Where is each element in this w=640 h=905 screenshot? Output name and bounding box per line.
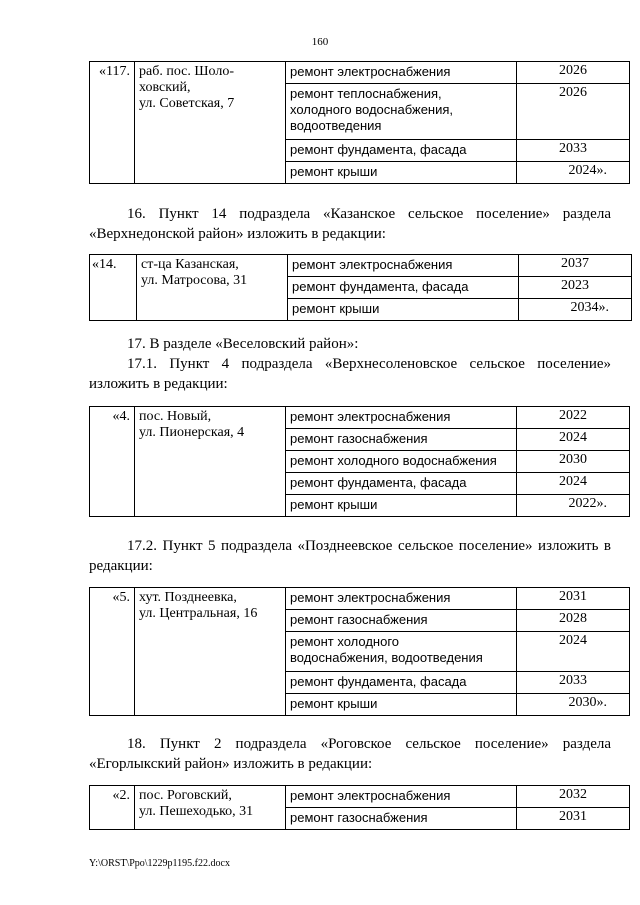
- year-cell: 2024: [517, 632, 630, 672]
- item-number: «2.: [90, 786, 135, 830]
- work-cell: ремонт электроснабжения: [286, 786, 517, 808]
- paragraph-18: 18. Пункт 2 подраздела «Роговское сельское поселение» раздела «Егорлыкский район» изложить в редакции:: [89, 736, 611, 772]
- year-cell: 2037: [519, 255, 632, 277]
- work-cell: ремонт крыши: [286, 162, 517, 184]
- paragraph-16: 16. Пункт 14 подраздела «Казанское сельское поселение» раздела «Верхнедонской район» изложить в редакции:: [89, 206, 611, 242]
- work-cell: ремонт фундамента, фасада: [286, 672, 517, 694]
- item-address: раб. пос. Шоло- ховский, ул. Советская, 7: [135, 62, 286, 184]
- work-cell: ремонт газоснабжения: [286, 429, 517, 451]
- year-cell: 2022: [517, 407, 630, 429]
- year-cell: 2028: [517, 610, 630, 632]
- item-number: «4.: [90, 407, 135, 517]
- year-cell: 2024: [517, 429, 630, 451]
- table-item-5: [89, 587, 630, 716]
- work-cell: ремонт крыши: [286, 694, 517, 716]
- item-number: «117.: [90, 62, 135, 184]
- work-cell: ремонт теплоснабжения, холодного водоснабжения, водоотведения: [286, 84, 517, 140]
- year-cell: 2031: [517, 588, 630, 610]
- paragraph-17-1: 17.1. Пункт 4 подраздела «Верхнесоленовское сельское поселение» изложить в редакции:: [89, 356, 611, 392]
- work-cell: ремонт крыши: [288, 299, 519, 321]
- item-number: «14.: [90, 255, 137, 321]
- item-number: «5.: [90, 588, 135, 716]
- year-cell: 2033: [517, 672, 630, 694]
- paragraph-17: 17. В разделе «Веселовский район»:: [127, 336, 359, 352]
- table-item-117: [89, 61, 630, 184]
- page-number: 160: [311, 36, 329, 48]
- year-cell: 2030».: [517, 694, 630, 716]
- work-cell: ремонт газоснабжения: [286, 610, 517, 632]
- work-cell: ремонт фундамента, фасада: [286, 140, 517, 162]
- work-cell: ремонт фундамента, фасада: [286, 473, 517, 495]
- paragraph-17-2: 17.2. Пункт 5 подраздела «Позднеевское сельское поселение» изложить в редакции:: [89, 538, 611, 574]
- year-cell: 2033: [517, 140, 630, 162]
- table-item-14: [89, 254, 632, 321]
- file-path-footer: Y:\ORST\Ppo\1229p1195.f22.docx: [89, 858, 230, 869]
- item-address: пос. Роговский, ул. Пешеходько, 31: [135, 786, 286, 830]
- year-cell: 2023: [519, 277, 632, 299]
- year-cell: 2024: [517, 473, 630, 495]
- work-cell: ремонт крыши: [286, 495, 517, 517]
- table-item-4: [89, 406, 630, 517]
- work-cell: ремонт электроснабжения: [288, 255, 519, 277]
- table-item-2: [89, 785, 630, 830]
- work-cell: ремонт электроснабжения: [286, 588, 517, 610]
- work-cell: ремонт холодного водоснабжения, водоотведения: [286, 632, 517, 672]
- item-address: ст-ца Казанская, ул. Матросова, 31: [137, 255, 288, 321]
- year-cell: 2024».: [517, 162, 630, 184]
- item-address: пос. Новый, ул. Пионерская, 4: [135, 407, 286, 517]
- year-cell: 2026: [517, 62, 630, 84]
- year-cell: 2032: [517, 786, 630, 808]
- work-cell: ремонт холодного водоснабжения: [286, 451, 517, 473]
- year-cell: 2031: [517, 808, 630, 830]
- work-cell: ремонт фундамента, фасада: [288, 277, 519, 299]
- year-cell: 2034».: [519, 299, 632, 321]
- year-cell: 2022».: [517, 495, 630, 517]
- work-cell: ремонт электроснабжения: [286, 407, 517, 429]
- work-cell: ремонт газоснабжения: [286, 808, 517, 830]
- work-cell: ремонт электроснабжения: [286, 62, 517, 84]
- year-cell: 2026: [517, 84, 630, 140]
- year-cell: 2030: [517, 451, 630, 473]
- item-address: хут. Позднеевка, ул. Центральная, 16: [135, 588, 286, 716]
